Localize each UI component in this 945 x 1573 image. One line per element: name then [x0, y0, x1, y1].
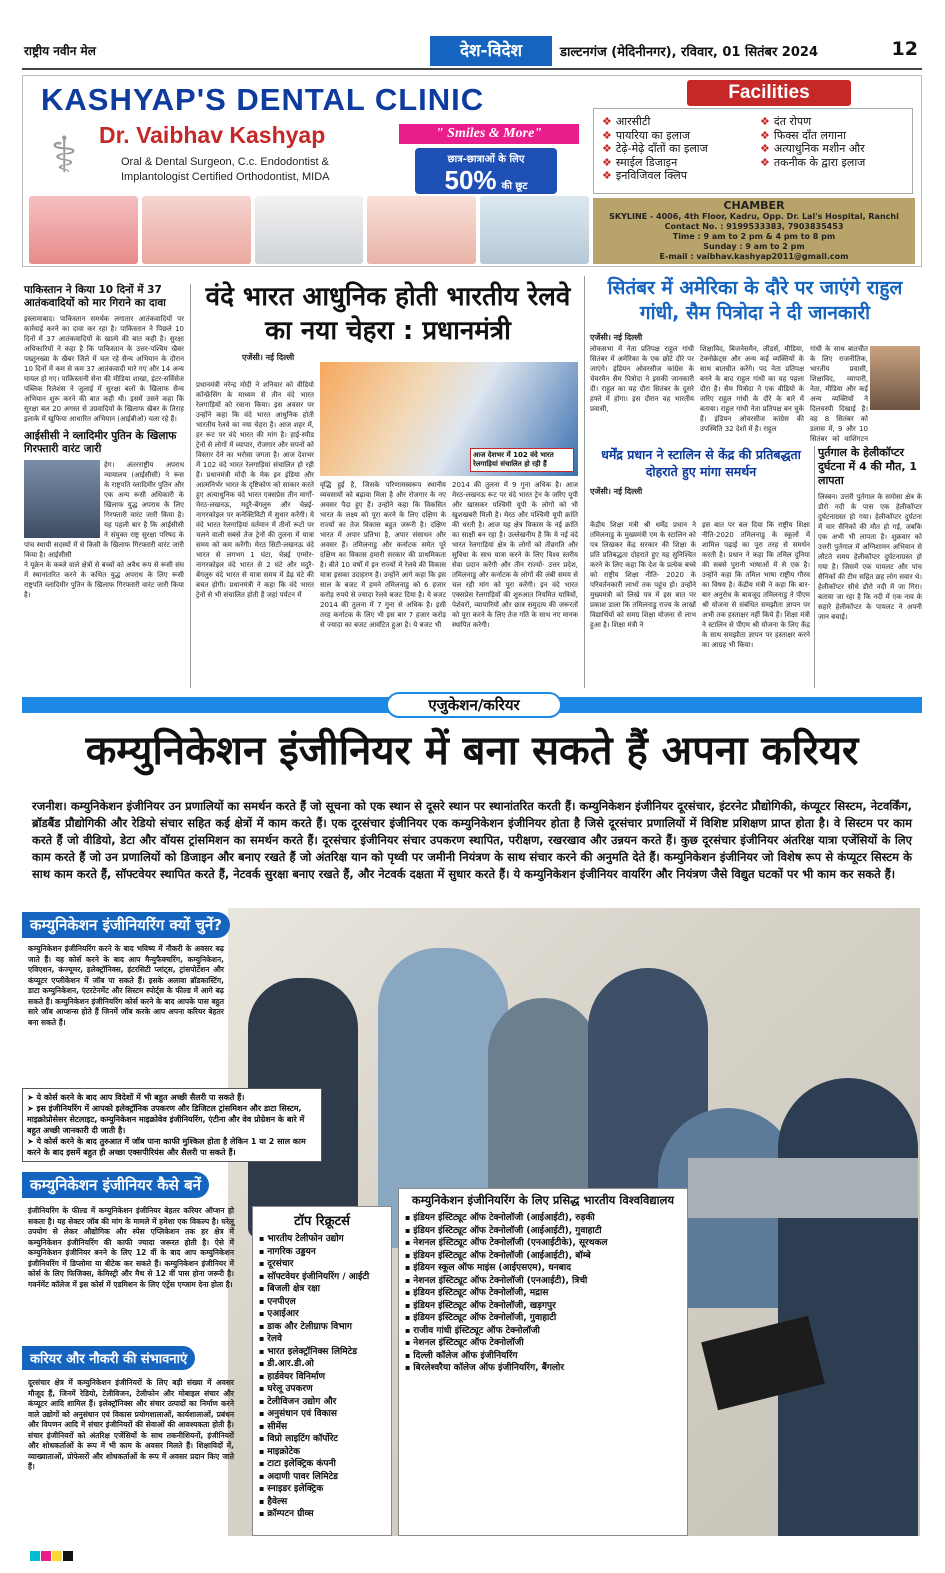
- diamond-bullet-icon: ❖: [760, 128, 770, 142]
- photo-caption: आज देशभर में 102 वंदे भारत रेलगाड़ियां संचालित हो रही हैं: [470, 448, 574, 472]
- recruiter-item: [259, 1396, 385, 1409]
- facility-item: [760, 115, 865, 129]
- facility-item-text: तकनीक के द्वारा इलाज: [773, 155, 866, 169]
- facility-item-text: फिक्स दाँत लगाना: [773, 128, 846, 142]
- university-item: [405, 1300, 681, 1313]
- smile-photo: [367, 196, 476, 264]
- portugal-body: लिस्बन। उत्तरी पुर्तगाल के समोसा क्षेत्र के डौरो नदी के पास एक हेलीकॉप्टर दुर्घटनाग्रस्त हो गया। हेलीकॉप्टर दुर्घटना में चार सैनिकों की मौत हो गई, जबकि एक अभी भी लापता है। शुक्रवार को उत्तरी पुर्तगाल में अग्निशामन अभियान से लौटते समय हेलीकॉप्टर दुर्घटनाग्रस्त हो गया है। जिसमें एक पायलट और पांच सैनिकों की टीम सहित छह लोग सवार थे। हेलीकॉप्टर सीधे डौरो नदी में जा गिरा। बताया जा रहा है कि नदी में एक नाव के सहारे हेलीकॉप्टर के पायलट ने अपनी जान बचाई।: [818, 493, 922, 621]
- university-item-text: दिल्ली कॉलेज ऑफ इंजीनियरिंग: [413, 1350, 518, 1361]
- facility-item-text: दंत रोपण: [773, 115, 812, 128]
- recruiters-heading: टॉप रिक्रूटर्स: [294, 1214, 350, 1229]
- chamber-line: [593, 252, 915, 262]
- dateline: डाल्टनगंज (मेदिनीनगर), रविवार, 01 सितंबर 2024: [560, 45, 818, 60]
- university-item-text: इंडियन इंस्टिट्यूट ऑफ टेक्नोलॉजी, मद्रास: [413, 1288, 549, 1298]
- paper-logo: राष्ट्रीय नवीन मेल: [24, 44, 96, 58]
- recruiter-item-text: टेलीविजन उद्योग और: [267, 1396, 337, 1407]
- university-item: [405, 1250, 681, 1263]
- recruiter-item: [259, 1371, 385, 1384]
- university-item: [405, 1225, 681, 1238]
- column-divider: [814, 446, 815, 688]
- intro-text: कम्युनिकेशन इंजीनियर उन प्रणालियों का समर्थन करते हैं जो सूचना को एक स्थान से दूसरे स्थान पर स्थानांतरित करती हैं। कम्युनिकेशन इंजीनियर दूरसंचार, इंटरनेट प्रौद्योगिकी, कंप्यूटर सिस्टम, नेटवर्किंग, ब्रॉडबैंड प्रौद्योगिकी और रेडियो संचार सहित कई क्षेत्रों में काम करते हैं। एक दूरसंचार इंजीनियर एक कम्युनिकेशन इंजीनियर होता है जिसे दूरसंचार प्रणालियों में विशिष्ट प्रशिक्षण प्राप्त होता है। वे सिस्टम पर काम करते हैं जो वीडियो, डेटा और वॉयस ट्रांसमिशन का समर्थन करते हैं। दूरसंचार इंजीनियर संचार उपकरण स्थापित, परीक्षण, रखरखाव और उन्नयन करते हैं। कुछ दूरसंचार इंजीनियर अंतरिक्ष यात्रा एजेंसियों के लिए काम करते हैं जो उन प्रणालियों को डिजाइन और बनाए रखते हैं जो अंतरिक्ष यान को पृथ्वी पर जमीनी नियंत्रण के साथ संचार करने की अनुमति देते हैं। कम्युनिकेशन इंजीनियर जो विशेष रूप से कंप्यूटर सिस्टम के साथ काम करते हैं, सॉफ्टवेयर स्थापित करते हैं, नेटवर्क सुरक्षा बनाए रखते हैं, और नेटवर्क दक्षता में सुधार करते हैं। ये कम्युनिकेशन इंजीनियर वायरिंग और नियंत्रण जैसे विद्युत घटकों पर भी काम कर सकते हैं।: [32, 799, 912, 881]
- recruiter-item-text: एआईआर: [267, 1309, 299, 1319]
- dharm-headline: धर्मेंद्र प्रधान ने स्टालिन से केंद्र की प्रतिबद्धता दोहराते हुए मांगा समर्थन: [601, 447, 801, 479]
- recruiter-item: [259, 1508, 385, 1521]
- university-item: [405, 1287, 681, 1300]
- dharm-col-1: केंद्रीय शिक्षा मंत्री श्री धर्मेंद्र प्रधान ने तमिलनाडु के मुख्यमंत्री एम के स्टालिन को पत्र लिखकर केंद्र सरकार की शिक्षा के प्रति प्रतिबद्धता दोहराते हुए यह सुनिश्चित करने के लिए कहा कि देश के प्रत्येक बच्चे को राष्ट्रीय शिक्षा नीति- 2020 के परिवर्तनकारी लाभों तक पहुंच हो। उन्होंने मुख्यमंत्री को लिखे पत्र में इस बात पर प्रकाश डाला कि तमिलनाडु राज्य के लाखों विद्यार्थियों को समग्र शिक्षा योजना से लाभ हुआ है। शिक्षा मंत्री ने: [590, 521, 696, 629]
- universities-box: [398, 1188, 688, 1536]
- facility-item: [760, 156, 865, 170]
- facility-item-text: इनविजिवल क्लिप: [615, 169, 687, 182]
- recruiter-item-text: अदाणी पावर लिमिटेड: [267, 1471, 338, 1482]
- university-item: [405, 1337, 681, 1350]
- how-heading: कम्युनिकेशन इंजीनियर कैसे बनें: [22, 1172, 209, 1198]
- denture-photo: [29, 196, 138, 264]
- putin-story-wrap: [24, 460, 184, 600]
- university-item: [405, 1275, 681, 1288]
- recruiter-item: [259, 1383, 385, 1396]
- chamber-info: [593, 198, 915, 264]
- rail-byline: एजेंसी। नई दिल्ली: [242, 353, 295, 362]
- intro-byline: रजनीश।: [32, 799, 67, 813]
- university-item-text: नेशनल इंस्टिट्यूट ऑफ टेक्नोलॉजी: [413, 1338, 524, 1348]
- chamber-line-text: Contact No. : 9199533383, 7903835453: [664, 222, 844, 231]
- university-item: [405, 1312, 681, 1325]
- dharm-col-2: इस बात पर बल दिया कि राष्ट्रीय शिक्षा नीति-2020 तमिलनाडु के स्कूलों में शामिल पढ़ाई का पूरा तरह से समर्थन करती है। प्रधान ने कहा कि तमिल दुनिया की सबसे पुरानी भाषाओं में से एक है। उन्होंने कहा कि तमिल भाषा राष्ट्रीय गौरव का विषय है। केंद्रीय मंत्री ने कहा कि बार-बार अनुरोध के बावजूद तमिलनाडु ने पीएम श्री योजना से संबंधित समझौता ज्ञापन पर अभी तक हस्ताक्षर नहीं किये हैं। शिक्षा मंत्री ने स्टालिन से पीएम श्री योजना के लिए केंद्र के साथ समझौता ज्ञापन पर हस्ताक्षर करने का आग्रह भी किया।: [702, 521, 810, 649]
- recruiter-item: [259, 1458, 385, 1471]
- facility-item: [760, 129, 865, 143]
- section-band: [22, 697, 922, 713]
- recruiter-item-text: विप्रो लाइटिंग कॉर्पोरेट: [267, 1434, 338, 1444]
- recruiter-item-text: हार्डवेयर विनिर्माण: [267, 1371, 326, 1382]
- chamber-line-text: E-mail : vaibhav.kashyap2011@gmail.com: [659, 252, 849, 261]
- black-swatch: [63, 1551, 73, 1561]
- discount-offer: [415, 148, 557, 194]
- recruiter-item: [259, 1258, 385, 1271]
- recruiter-item: [259, 1296, 385, 1309]
- recruiter-item: [259, 1358, 385, 1371]
- rahul-byline: एजेंसी। नई दिल्ली: [590, 333, 643, 342]
- recruiter-item-text: डाक और टेलीग्राफ विभाग: [267, 1321, 352, 1332]
- recruiter-item: [259, 1408, 385, 1421]
- print-color-bar: [30, 1551, 918, 1563]
- section-label: देश-विदेश: [430, 36, 552, 66]
- recruiter-item-text: बिजली क्षेत्र रक्षा: [267, 1284, 320, 1294]
- child-dental-photo: [480, 196, 589, 264]
- facility-item-text: अत्याधुनिक मशीन और: [773, 142, 865, 155]
- how-body: इंजीनियरिंग के फील्ड में कम्युनिकेशन इंजीनियर बेहतर करियर ऑप्शन हो सकता है। यह सेक्टर जॉब की मांग के मामले में हमेशा एक विकल्प है। घरेलू उपयोग से लेकर औद्योगिक और स्पेस एप्लिकेशन तक हर क्षेत्र में कम्युनिकेशन इंजीनियरिंग की काफी ज्यादा जरूरत होती है। ऐसे में कम्युनिकेशन इंजीनियर बनने के लिए 12 वीं के बाद आप कम्युनिकेशन इंजीनियरिंग में डिप्लोमा या बीटेक कर सकते हैं। कम्युनिकेशन इंजीनियर में कोर्स के लिए फिजिक्स, केमिस्ट्री और मैथ से 12 वीं पास होना जरूरी है। गवर्नमेंट कॉलेज में इस कोर्स में एडमिशन के लिए एंट्रेंस एग्जाम देना होता है।: [28, 1206, 234, 1289]
- recruiter-item: [259, 1246, 385, 1259]
- teeth-model-photo: [142, 196, 251, 264]
- chamber-line-text: SKYLINE - 4006, 4th Floor, Kadru, Opp. Dr. Lal's Hospital, Ranchi: [609, 212, 899, 221]
- why-body: कम्युनिकेशन इंजीनियरिंग करने के बाद भविष्य में नौकरी के अवसर बढ़ जाते हैं। यह कोर्स करने के बाद आप मैन्युफैक्चरिंग, कम्युनिकेशन, एविएशन, कंज्यूमर, इलेक्ट्रॉनिक्स, इंटरसिटी प्लांट्स, ट्रांसपोर्टेशन और कंप्यूटर एप्लीकेशन में जॉब पा सकते हैं। इसके अलावा ब्रॉडकास्टिंग, डाटा कम्युनिकेशन, एंटरटेनमेंट और सिस्टम स्पोर्ट्स के फील्ड में आगे बढ़ सकते हैं। कम्युनिकेशन इंजीनियरिंग कोर्स करने के बाद आपके पास बहुत सारे जॉब आप्शन्स होते हैं जिनमें जॉब करके आप अपना करियर बेहतर बना सकते हैं।: [28, 944, 224, 1027]
- ad-title: KASHYAP'S DENTAL CLINIC: [41, 82, 485, 117]
- caduceus-icon: ⚕: [50, 126, 78, 184]
- putin-story-b: ने यूक्रेन के कब्जे वाले क्षेत्रों से बच्चों को अवैध रूप से रूसी संघ में स्थानांतरित करने के कथित युद्ध अपराध के लिए रूसी राष्ट्रपति व्लादिमीर पुतिन के खिलाफ गिरफ्तारी वारंट जारी किया है।: [24, 561, 184, 599]
- rail-headline: वंदे भारत आधुनिक होती भारतीय रेलवे का नया चेहरा : प्रधानमंत्री: [205, 282, 571, 346]
- chamber-line-text: Sunday : 9 am to 2 pm: [703, 242, 805, 251]
- lab-equipment: [688, 1158, 918, 1218]
- recruiters-box: [252, 1206, 392, 1536]
- career-headline: कम्युनिकेशन इंजीनियर में बना सकते हैं अपना करियर: [85, 728, 859, 774]
- education-career-tag: एजुकेशन/करियर: [386, 692, 562, 718]
- recruiter-item: [259, 1308, 385, 1321]
- rail-col-2: वृद्धि हुई है, जिसके परिणामस्वरूप स्थानीय व्यवसायों को बढ़ावा मिला है और रोजगार के नए अवसर पैदा हुए हैं। उन्होंने कहा कि विकसित भारत के लक्ष्य को पूरा करने के लिए दक्षिण के राज्यों का तेज विकास बहुत जरूरी है। दक्षिण भारत में अपार प्रतिभा है, अपार संसाधन और अवसर हैं। तमिलनाडु और कर्नाटक समेत पूरे दक्षिण का विकास हमारी सरकार की प्राथमिकता है। बीते 10 वर्षों में इन राज्यों में रेलवे की विकास यात्रा इसका उदाहरण है। उन्होंने आगे कहा कि इस साल के बजट में हमने तमिलनाडु को 6 हजार करोड़ रुपये से ज्यादा रेलवे बजट दिया है। ये बजट 2014 की तुलना में 7 गुना से अधिक है। इसी तरह कर्नाटक के लिए भी इस बार 7 हजार करोड़ से ज्यादा का बजट आवंटित हुआ है। ये बजट भी: [320, 481, 446, 629]
- putin-photo: [24, 460, 100, 538]
- student-with-tablet: [778, 1078, 918, 1536]
- university-item-text: इंडियन स्कूल ऑफ माइंस (आईएसएम), धनबाद: [413, 1263, 572, 1273]
- why-section: [22, 912, 352, 938]
- dental-clinic-ad: [22, 75, 922, 267]
- university-item-text: इंडियन इंस्टिट्यूट ऑफ टेक्नोलॉजी (आईआईटी), गुवाहाटी: [413, 1225, 602, 1236]
- recruiter-item: [259, 1233, 385, 1246]
- university-item: [405, 1350, 681, 1363]
- recruiter-item: [259, 1421, 385, 1434]
- why-bullet: ➤ ये कोर्स करने के बाद तुरुआत में जॉब पाना काफी मुश्किल होता है लेकिन 1 या 2 साल काम करने के बाद इसमें बहुत ही अच्छा एक्सपीरियंस और सैलरी पा सकते हैं।: [27, 1137, 306, 1157]
- why-bullet: ➤ ये कोर्स करने के बाद आप विदेशों में भी बहुत अच्छी सैलरी पा सकते हैं।: [27, 1093, 245, 1102]
- facilities-left-list: [602, 115, 708, 183]
- university-item: [405, 1262, 681, 1275]
- recruiter-item: [259, 1483, 385, 1496]
- magenta-swatch: [41, 1551, 51, 1561]
- rahul-col-1: लोकसभा में नेता प्रतिपक्ष राहुल गांधी सितंबर में अमेरिका के एक छोटे दौरे पर जाएंगे। इंडियन ओवरसीज कांग्रेस के चेयरमैन सैम पित्रोदा ने इसकी जानकारी दी। राहुल का यह दौरा सितंबर के दूसरे हफ्ते में होगा। इस दौरान वह भारतीय प्रवासी,: [590, 345, 694, 413]
- diamond-bullet-icon: ❖: [760, 155, 770, 169]
- ad-tagline: " Smiles & More": [399, 124, 579, 144]
- recruiter-item-text: माइक्रोटेक: [267, 1446, 301, 1457]
- offer-line-2: की छूट: [501, 181, 528, 192]
- recruiter-item-text: हैवेल्स: [267, 1496, 288, 1507]
- recruiter-item: [259, 1333, 385, 1346]
- dharm-story: [590, 446, 812, 497]
- recruiter-item: [259, 1271, 385, 1284]
- recruiter-item-text: भारत इलेक्ट्रॉनिक्स लिमिटेड: [267, 1346, 358, 1357]
- left-column: [24, 284, 184, 600]
- rahul-headline: सितंबर में अमेरिका के दौरे पर जाएंगे राहुल गांधी, सैम पित्रोदा ने दी जानकारी: [607, 277, 903, 324]
- rahul-story: [590, 276, 920, 343]
- recruiter-item: [259, 1283, 385, 1296]
- pakistan-headline: पाकिस्तान ने किया 10 दिनों में 37 आतंकवादियों को मार गिराने का दावा: [24, 284, 166, 309]
- why-heading: कम्युनिकेशन इंजीनियरिंग क्यों चुनें?: [22, 912, 230, 938]
- university-item: [405, 1325, 681, 1338]
- rail-col-3: 2014 की तुलना में 9 गुना अधिक है। आज मेरठ-लखनऊ रूट पर वंदे भारत ट्रेन के जरिए यूपी और खासकर पश्चिमी यूपी के लोगों को भी खुशखबरी मिली है। मेरठ और पश्चिमी यूपी क्रांति की धरती है। आज यह क्षेत्र विकास के नई क्रांति का साक्षी बन रहा है। उल्लेखनीय है कि ये नई वंदे भारत रेलगाड़ियां क्षेत्र के लोगों को तीव्रगति और सुविधा के साथ यात्रा करने के लिए विश्व स्तरीय सेवा प्रदान करेंगी और तीन राज्यों- उत्तर प्रदेश, तमिलनाडु और कर्नाटक के लोगों की लंबी समय से चल रही मांग को पूरा करेंगी। इन वंदे भारत एक्सप्रेस रेलगाड़ियों की शुरुआत नियमित यात्रियों, पेशेवरों, व्यापारियों और छात्र समुदाय की जरूरतों को पूरा करने के लिए तेज गति के साथ नए मानक स्थापित करेगी।: [452, 481, 578, 629]
- cyan-swatch: [30, 1551, 40, 1561]
- portugal-headline: पुर्तगाल के हेलीकॉप्टर दुर्घटना में 4 की मौत, 1 लापता: [818, 446, 918, 487]
- facility-item: [602, 169, 708, 183]
- recruiter-item-text: क्रॉम्पटन ग्रीव्स: [267, 1509, 314, 1519]
- university-item: [405, 1237, 681, 1250]
- facilities-title: Facilities: [687, 80, 851, 106]
- column-divider: [584, 276, 585, 688]
- recruiter-item: [259, 1433, 385, 1446]
- recruiter-item: [259, 1496, 385, 1509]
- chamber-title: CHAMBER: [723, 199, 785, 212]
- recruiter-item-text: टाटा इलेक्ट्रिक कंपनी: [267, 1459, 336, 1469]
- recruiter-item: [259, 1471, 385, 1484]
- rail-col-1: प्रधानमंत्री नरेन्द्र मोदी ने शनिवार को वीडियो कॉन्फ्रेंसिंग के माध्यम से तीन वंदे भारत रेलगाड़ियों को रवाना किया। इस अवसर पर उन्होंने कहा कि वंदे भारत आधुनिक होती भारतीय रेलवे का नया चेहरा है। आज शहर में, हर रूट पर वंदे भारत की मांग है। हाई-स्पीड ट्रेनों से लोगों में व्यापार, रोजगार और सपनों को विस्तार देने का भरोसा जगता है। आज देशभर में 102 वंदे भारत रेलगाड़ियां संचालित हो रही हैं। प्रधानमंत्री मोदी के मेक इन इंडिया और आत्मनिर्भर भारत के दृष्टिकोण को साकार करते हुए अत्याधुनिक वंदे भारत एक्सप्रेस तीन मार्गों- मेरठ-लखनऊ, मदुरै-बेंगलुरु और चेन्नई-नागरकोइल पर कनेक्टिविटी में सुधार करेंगी। ये वंदे भारत रेलगाड़ियां वर्तमान में तीनों रूटों पर चलने वाली सबसे तेज ट्रेनों की तुलना में यात्रा समय को कम करेंगी। मेरठ सिटी-लखनऊ वंदे भारत से लगभग 1 घंटा, चेन्नई एग्मोर-नागरकोइल वंदे भारत से 2 घंटे और मदुरै-बेंगलुरु वंदे भारत से यात्रा समय में डेढ़ घंटे की बचत होगी। प्रधानमंत्री ने कहा कि वंदे भारत ट्रेनों से भी संचालित होती हैं जहां पर्यटन में: [196, 381, 314, 599]
- implant-photo: [255, 196, 364, 264]
- universities-heading: कम्युनिकेशन इंजीनियरिंग के लिए प्रसिद्ध भारतीय विश्वविद्यालय: [411, 1193, 675, 1207]
- masthead: [22, 36, 922, 70]
- university-item-text: इंडियन इंस्टिट्यूट ऑफ टेक्नोलॉजी (आईआईटी), रुड़की: [413, 1213, 595, 1223]
- rahul-col-2: शिक्षाविद, बिजनेसमैन, लीडर्स, मीडिया, टेक्नोक्रेट्स और अन्य कई व्यक्तियों के साथ बातचीत करेंगे। पद नेता प्रतिपक्ष बनने के बाद राहुल गांधी का यह पहला दौरा है। सैम पित्रोदा ने एक वीडियो के जरिए राहुल गांधी के दौरे के बारे में बताया। राहुल गांधी नेता प्रतिपक्ष बन चुके हैं। इंडियन ओवरसीज कांग्रेस की उपस्थिति 32 देशों में है। राहुल: [700, 345, 804, 433]
- doctor-name: Dr. Vaibhav Kashyap: [99, 122, 326, 148]
- diamond-bullet-icon: ❖: [602, 155, 612, 169]
- rahul-col-3: गांधी के साथ बातचीत के लिए राजनीतिक, भारतीय प्रवासी, शिक्षाविद, व्यापारी, नेता, मीडिया और कई अन्य व्यक्तियों ने दिलचस्पी दिखाई है। वह 8 सितंबर को डलास में, 9 और 10 सितंबर को वाशिंगटन: [810, 345, 868, 442]
- university-item-text: राजीव गांधी इंस्टिट्यूट ऑफ टेक्नोलॉजी: [413, 1325, 540, 1336]
- university-item-text: नेशनल इंस्टिट्यूट ऑफ टेक्नोलॉजी (एनआईटीके), सूरथकल: [413, 1238, 608, 1248]
- diamond-bullet-icon: ❖: [602, 128, 612, 142]
- why-bullets: [22, 1088, 322, 1162]
- why-bullet: ➤ इस इंजीनियरिंग में आपको इलेक्ट्रॉनिक उपकरण और डिजिटल ट्रांसमिशन और डाटा सिस्टम, माइक्रोप्रोसेसर सेटलाइट, कम्युनिकेशन माइक्रोवेव इंजीनियरिंग, एंटीना और वेव प्रोग्रेशन के बारे में बहुत अच्छी जानकारी दी जाती है।: [27, 1104, 305, 1135]
- facilities-box: [593, 108, 913, 194]
- prosp-body: दूरसंचार क्षेत्र में कम्युनिकेशन इंजीनियरों के लिए बड़ी संख्या में अवसर मौजूद हैं, जिनमें रेडियो, टेलीविजन, टेलीफोन और मोबाइल संचार और कंप्यूटर आदि शामिल हैं। इलेक्ट्रॉनिक्स और संचार उत्पादों का निर्माण करने वाले उद्योगों को अनुसंधान एवं विकास प्रयोगशालाओं, कार्यशालाओं, प्रबंधन और विपणन आदि में संचार इंजीनियरों की सेवाओं की आवश्यकता होती है। संचार इंजीनियरों को अंतरिक्ष एजेंसियों के साथ तकनीशियनों, इंजीनियरों और शोधकर्ताओं के रूप में भी काम के अवसर मिलते हैं। शिक्षाविदों में, व्याख्याताओं, प्रोफेसरों और शोधकर्ताओं के रूप में अवसर प्रदान किए जाते हैं।: [28, 1378, 234, 1471]
- facility-item-text: आरसीटी: [615, 115, 651, 128]
- offer-line-1: छात्र-छात्राओं के लिए: [447, 154, 525, 165]
- recruiter-item-text: स्नाइडर इलेक्ट्रिक: [267, 1484, 324, 1494]
- diamond-bullet-icon: ❖: [760, 142, 770, 155]
- putin-story-a: हेग। अंतरराष्ट्रीय अपराध न्यायालय (आईसीसी) ने रूस के राष्ट्रपति व्लादिमीर पुतिन और एक अन्य रूसी अधिकारी के खिलाफ युद्ध अपराध के लिए गिरफ्तारी वारंट जारी किया है। यह पहली बार है कि आईसीसी ने संयुक्त राष्ट्र सुरक्षा परिषद के पांच स्थायी सदस्यों में से किसी के खिलाफ गिरफ्तारी वारंट जारी किया है। आईसीसी: [24, 461, 184, 559]
- recruiter-item-text: दूरसंचार: [267, 1259, 294, 1269]
- doctor-qualifications: [121, 155, 329, 185]
- column-divider: [190, 284, 191, 688]
- recruiter-item-text: सीमेंस: [267, 1421, 288, 1432]
- university-item-text: बिरलेश्वरैया कॉलेज ऑफ इंजीनियरिंग, बैंगलोर: [413, 1363, 565, 1373]
- facility-item: [602, 115, 708, 129]
- diamond-bullet-icon: ❖: [602, 169, 612, 182]
- facility-item-text: पायरिया का इलाज: [615, 128, 691, 142]
- university-item: [405, 1212, 681, 1225]
- chamber-line-text: Time : 9 am to 2 pm & 4 pm to 8 pm: [672, 232, 836, 241]
- yellow-swatch: [52, 1551, 62, 1561]
- facility-item: [602, 142, 708, 156]
- university-item-text: इंडियन इंस्टिट्यूट ऑफ टेक्नोलॉजी, गुवाहाटी: [413, 1313, 557, 1323]
- facility-item: [602, 156, 708, 170]
- recruiter-item-text: रेलवे: [267, 1334, 283, 1344]
- facility-item: [602, 129, 708, 143]
- putin-headline: आईसीसी ने व्लादिमीर पुतिन के खिलाफ गिरफ्तारी वारंट जारी: [24, 430, 177, 455]
- offer-percent: 50%: [444, 165, 497, 195]
- prosp-section: [22, 1346, 252, 1370]
- university-item-text: इंडियन इंस्टिट्यूट ऑफ टेक्नोलॉजी, खड़गपुर: [413, 1300, 556, 1311]
- prosp-heading: करियर और नौकरी की संभावनाएं: [22, 1346, 195, 1370]
- dental-photos: [29, 196, 589, 264]
- diamond-bullet-icon: ❖: [602, 142, 612, 155]
- student-figure: [488, 998, 598, 1218]
- facility-item-text: टेढ़े-मेढ़े दाँतों का इलाज: [615, 142, 708, 155]
- qual-line-1: Oral & Dental Surgeon, C.c. Endodontist &: [121, 156, 329, 168]
- recruiter-item-text: भारतीय टेलीफोन उद्योग: [267, 1234, 344, 1244]
- facility-item-text: स्माईल डिजाइन: [615, 155, 678, 169]
- chamber-line: [593, 222, 915, 232]
- portugal-story: [818, 446, 922, 622]
- recruiter-item-text: अनुसंधान एवं विकास: [267, 1409, 337, 1419]
- pakistan-story: इस्लामाबाद। पाकिस्तान समर्थक लगातार आतंकवादियों पर कार्रवाई करने का दावा कर रहा है। पाकिस्तान ने पिछले 10 दिनों में 37 आतंकवादियों के खात्मे की बात कही है। सुरक्षा अधिकारियों ने कहा है कि पाकिस्तान के उत्तर-पश्चिम खैबर पख्तूनख्वा के खैबर जिले में चल रहे सैन्य अभियान के दौरान 10 दिनों में कम से कम 37 आतंकवादी मारे गए और 14 अन्य घायल हो गए। पाकिस्तानी सेना की मीडिया शाखा, इंटर-सर्विसेज पब्लिक रिलेशंस ने जुलाई में सुरक्षा बलों के खिलाफ सैन्य अभियान शुरू करने की बात कही थी। इसमें उसने कहा कि सुरक्षा बल 20 अगस्त से उग्रवादियों के खिलाफ खैबर के तिराह इलाके में खुफिया आधारित अभियान (आईबीओ) चला रहे हैं।: [24, 315, 184, 423]
- recruiter-item: [259, 1321, 385, 1334]
- recruiter-item: [259, 1346, 385, 1359]
- university-item-text: नेशनल इंस्टिट्यूट ऑफ टेक्नोलॉजी (एनआईटी), त्रिची: [413, 1275, 588, 1286]
- dharm-byline: एजेंसी। नई दिल्ली: [590, 487, 643, 496]
- rail-story: [196, 280, 580, 365]
- university-item-text: इंडियन इंस्टिट्यूट ऑफ टेक्नोलॉजी (आईआईटी), बॉम्बे: [413, 1250, 591, 1261]
- recruiter-item: [259, 1446, 385, 1459]
- university-item: [405, 1362, 681, 1375]
- facility-item: [760, 142, 865, 156]
- diamond-bullet-icon: ❖: [760, 115, 770, 128]
- rahul-photo: [870, 346, 920, 410]
- chamber-line: [593, 232, 915, 242]
- career-intro: [32, 798, 912, 883]
- recruiter-item-text: डी.आर.डी.ओ: [267, 1359, 314, 1369]
- recruiter-item-text: नागरिक उड्डयन: [267, 1246, 316, 1257]
- how-section: [22, 1172, 312, 1198]
- qual-line-2: Implantologist Certified Orthodontist, MIDA: [121, 171, 330, 183]
- recruiter-item-text: सॉफ्टवेयर इंजीनियरिंग / आईटी: [267, 1271, 370, 1282]
- diamond-bullet-icon: ❖: [602, 115, 612, 128]
- chamber-line: [593, 242, 915, 252]
- page-number: 12: [891, 38, 918, 60]
- chamber-line: [593, 212, 915, 222]
- facilities-right-list: [760, 115, 865, 169]
- modi-vande-bharat-photo: [320, 362, 578, 476]
- recruiters-list: [259, 1233, 385, 1521]
- universities-list: [405, 1212, 681, 1375]
- recruiter-item-text: एनपीएल: [267, 1296, 296, 1307]
- recruiter-item-text: घरेलू उपकरण: [267, 1384, 313, 1394]
